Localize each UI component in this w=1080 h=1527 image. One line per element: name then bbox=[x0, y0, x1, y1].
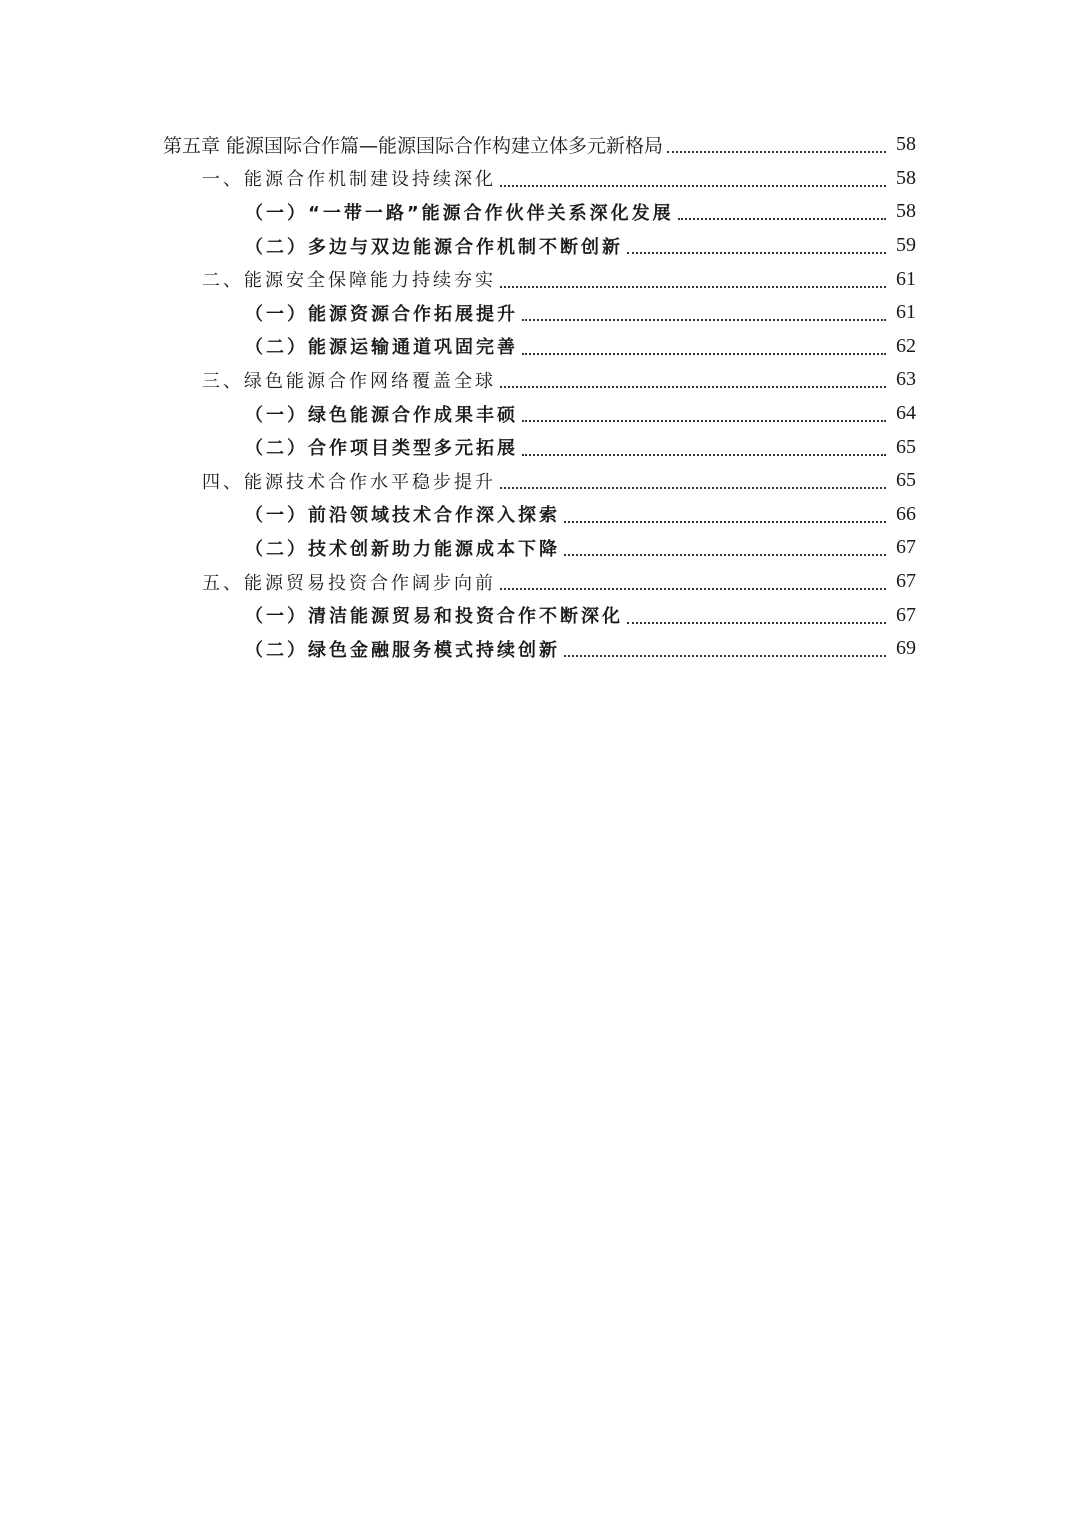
toc-page-number: 65 bbox=[896, 435, 916, 458]
toc-page-number: 67 bbox=[896, 570, 916, 593]
toc-entry-subsection[interactable] bbox=[0, 330, 1080, 364]
toc-entry-subsection[interactable] bbox=[0, 397, 1080, 431]
toc-entry-subsection[interactable] bbox=[0, 632, 1080, 666]
dot-leader bbox=[500, 587, 886, 590]
toc-entry-title: 五、能源贸易投资合作阔步向前 bbox=[202, 572, 496, 594]
toc-entry-section[interactable] bbox=[0, 565, 1080, 599]
dot-leader bbox=[627, 251, 886, 254]
toc-entry-title: 三、绿色能源合作网络覆盖全球 bbox=[202, 370, 496, 392]
toc-entry-subsection[interactable] bbox=[0, 229, 1080, 263]
dot-leader bbox=[564, 654, 886, 657]
dot-leader bbox=[500, 184, 886, 187]
dot-leader bbox=[678, 217, 886, 220]
toc-entry-title: （二）合作项目类型多元拓展 bbox=[245, 438, 518, 460]
dot-leader bbox=[500, 285, 886, 288]
toc-entry-title: 第五章 能源国际合作篇—能源国际合作构建立体多元新格局 bbox=[163, 135, 664, 158]
toc-entry-subsection[interactable] bbox=[0, 296, 1080, 330]
dot-leader bbox=[522, 318, 886, 321]
toc-entry-title: （二）技术创新助力能源成本下降 bbox=[245, 538, 560, 560]
table-of-contents bbox=[0, 128, 1080, 666]
toc-entry-title: 四、能源技术合作水平稳步提升 bbox=[202, 471, 496, 493]
toc-entry-section[interactable] bbox=[0, 262, 1080, 296]
toc-entry-title: （二）绿色金融服务模式持续创新 bbox=[245, 639, 560, 661]
dot-leader bbox=[522, 453, 886, 456]
toc-page-number: 58 bbox=[896, 200, 916, 223]
toc-page-number: 61 bbox=[896, 301, 916, 324]
dot-leader bbox=[667, 150, 886, 153]
toc-entry-title: 二、能源安全保障能力持续夯实 bbox=[202, 270, 496, 292]
toc-entry-title: 一、能源合作机制建设持续深化 bbox=[202, 169, 496, 191]
toc-page-number: 67 bbox=[896, 536, 916, 559]
dot-leader bbox=[564, 553, 886, 556]
toc-entry-title: （一）“一带一路”能源合作伙伴关系深化发展 bbox=[245, 202, 674, 224]
toc-entry-title: （二）能源运输通道巩固完善 bbox=[245, 337, 518, 359]
toc-entry-subsection[interactable] bbox=[0, 598, 1080, 632]
toc-entry-chapter[interactable] bbox=[0, 128, 1080, 162]
toc-entry-section[interactable] bbox=[0, 162, 1080, 196]
toc-page-number: 65 bbox=[896, 469, 916, 492]
toc-entry-title: （二）多边与双边能源合作机制不断创新 bbox=[245, 236, 623, 258]
toc-entry-subsection[interactable] bbox=[0, 498, 1080, 532]
toc-entry-subsection[interactable] bbox=[0, 531, 1080, 565]
toc-page-number: 58 bbox=[896, 133, 916, 156]
dot-leader bbox=[627, 621, 886, 624]
dot-leader bbox=[522, 419, 886, 422]
toc-page-number: 67 bbox=[896, 603, 916, 626]
toc-entry-title: （一）前沿领域技术合作深入探索 bbox=[245, 505, 560, 527]
toc-page-number: 64 bbox=[896, 402, 916, 425]
toc-page-number: 58 bbox=[896, 166, 916, 189]
dot-leader bbox=[564, 520, 886, 523]
toc-entry-section[interactable] bbox=[0, 464, 1080, 498]
toc-page-number: 59 bbox=[896, 234, 916, 257]
dot-leader bbox=[522, 352, 886, 355]
dot-leader bbox=[500, 385, 886, 388]
toc-page-number: 61 bbox=[896, 267, 916, 290]
toc-page-number: 62 bbox=[896, 334, 916, 357]
toc-entry-title: （一）绿色能源合作成果丰硕 bbox=[245, 404, 518, 426]
toc-page-number: 66 bbox=[896, 502, 916, 525]
toc-entry-title: （一）能源资源合作拓展提升 bbox=[245, 303, 518, 325]
toc-entry-section[interactable] bbox=[0, 363, 1080, 397]
toc-page-number: 69 bbox=[896, 637, 916, 660]
dot-leader bbox=[500, 486, 886, 489]
toc-entry-subsection[interactable] bbox=[0, 430, 1080, 464]
toc-page-number: 63 bbox=[896, 368, 916, 391]
toc-entry-title: （一）清洁能源贸易和投资合作不断深化 bbox=[245, 606, 623, 628]
toc-entry-subsection[interactable] bbox=[0, 195, 1080, 229]
